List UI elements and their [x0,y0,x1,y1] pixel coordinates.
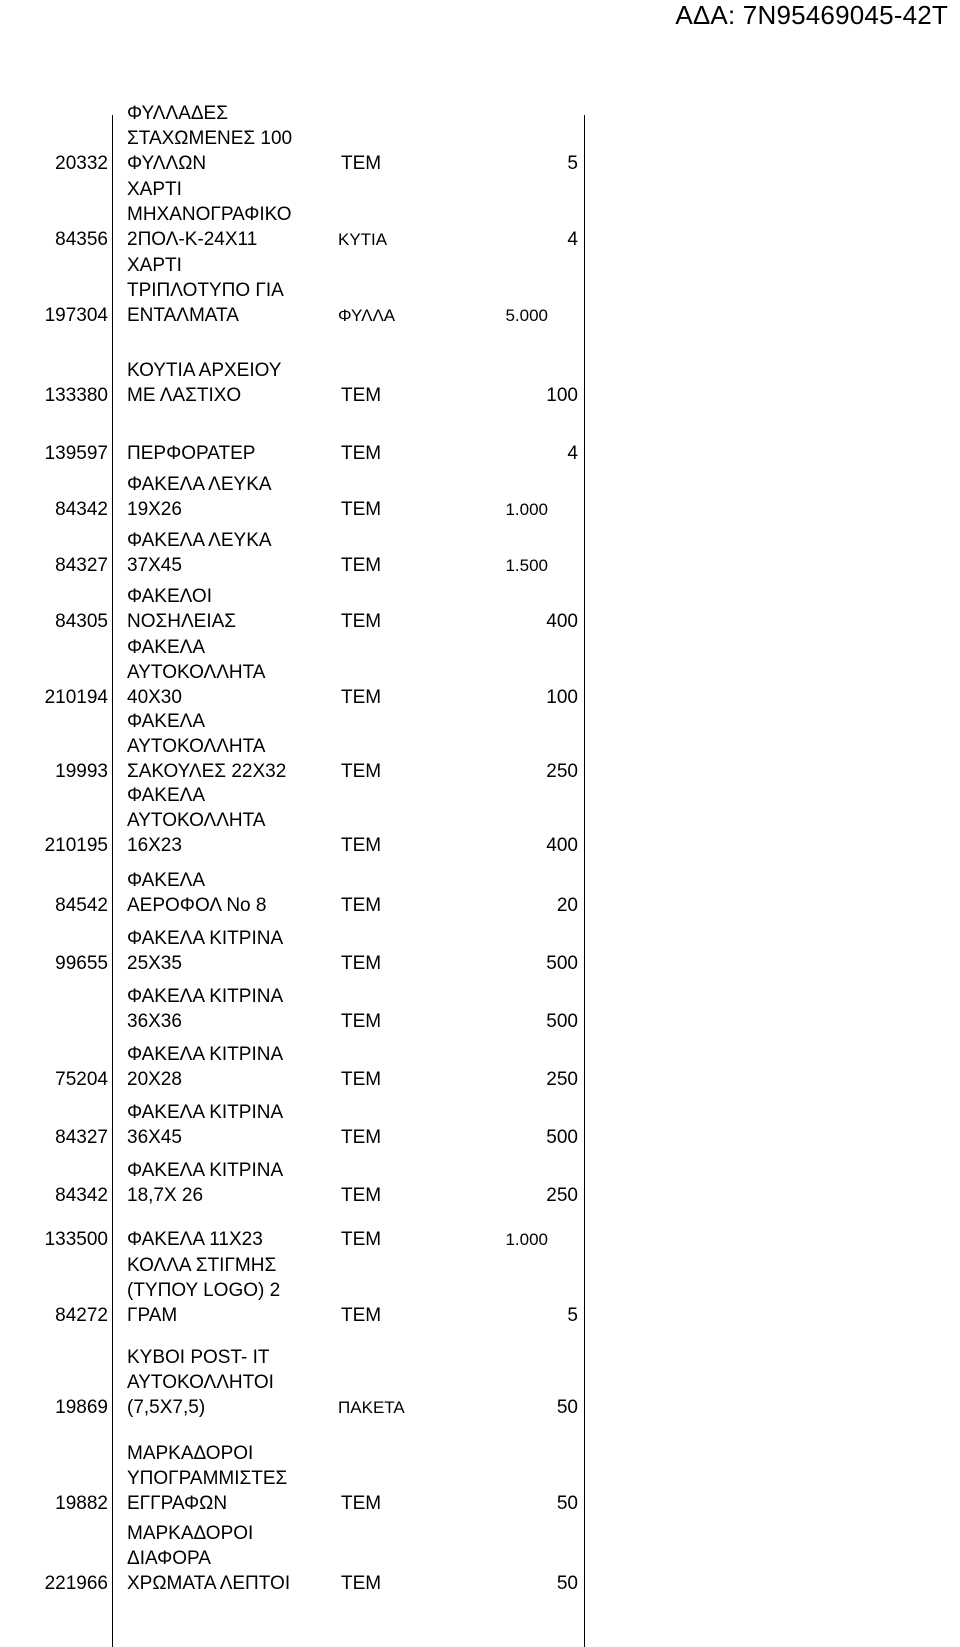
item-code: 75204 [55,1069,108,1090]
table-row [0,1518,584,1598]
item-quantity: 50 [556,1573,578,1594]
item-code: 84542 [55,895,108,916]
item-code: 133500 [44,1229,108,1250]
item-description-line: ΚΟΛΛΑ ΣΤΙΓΜΗΣ [127,1255,277,1276]
item-quantity: 5 [567,1305,578,1326]
item-description-line: 40Χ30 [127,687,182,708]
item-description-line: ΦΑΚΕΛΑ ΚΙΤΡΙΝΑ [127,1160,284,1181]
item-quantity: 5 [567,153,578,174]
item-description-line: ΦΑΚΕΛΑ ΛΕΥΚΑ [127,474,272,495]
item-code: 197304 [44,305,108,326]
item-description-line: ΧΡΩΜΑΤΑ ΛΕΠΤΟΙ [127,1573,291,1594]
column-divider-right [584,115,585,1647]
item-description [108,1253,316,1328]
item-unit: ΤΕΜ [341,953,382,974]
item-quantity: 1.000 [505,500,548,519]
item-unit: ΠΑΚΕΤΑ [338,1398,405,1417]
item-description-line: 36Χ36 [127,1011,182,1032]
item-description-line: 25Χ35 [127,953,182,974]
item-description [108,783,316,858]
table-row [0,580,584,636]
item-quantity: 500 [546,953,578,974]
item-quantity: 1.500 [505,556,548,575]
item-quantity: 400 [546,611,578,632]
item-description [108,441,316,466]
item-description [108,1441,316,1516]
item-unit: ΤΕΜ [341,555,382,576]
table-row [0,1094,584,1152]
item-description-line: ΣΤΑΧΩΜΕΝΕΣ 100 [127,128,293,149]
item-description-line: 37Χ45 [127,555,182,576]
item-description-line: ΔΙΑΦΟΡΑ [127,1548,211,1569]
table-row [0,1422,584,1518]
item-description [108,1521,316,1596]
item-code: 84327 [55,1127,108,1148]
table-row [0,920,584,978]
item-unit: ΤΕΜ [341,835,382,856]
item-code: 210194 [44,687,108,708]
item-description-line: ΦΑΚΕΛΑ [127,870,205,891]
item-description [108,358,316,408]
item-code: 19869 [55,1397,108,1418]
item-description [108,1042,316,1092]
item-unit: ΤΕΜ [341,153,382,174]
item-description-line: ΦΥΛΛΩΝ [127,153,207,174]
table-row [0,636,584,712]
item-quantity: 250 [546,1069,578,1090]
item-description-line: ΑΕΡΟΦΟΛ Νο 8 [127,895,267,916]
item-code: 139597 [44,443,108,464]
item-description [108,1227,316,1252]
item-unit: ΤΕΜ [341,687,382,708]
item-code: 19882 [55,1493,108,1514]
item-description-line: ΣΑΚΟΥΛΕΣ 22Χ32 [127,761,287,782]
item-description-line: ΓΡΑΜ [127,1305,178,1326]
item-unit: ΚΥΤΙΑ [338,230,388,249]
item-description-line: ΚΟΥΤΙΑ ΑΡΧΕΙΟΥ [127,360,282,381]
item-description-line: 18,7Χ 26 [127,1185,204,1206]
item-description-line: (7,5Χ7,5) [127,1397,206,1418]
item-description [108,584,316,634]
item-quantity: 250 [546,1185,578,1206]
items-table [0,103,584,1598]
item-description-line: ΦΑΚΕΛΑ 11Χ23 [127,1229,263,1250]
item-description-line: 36Χ45 [127,1127,182,1148]
item-description [108,472,316,522]
item-description [108,1100,316,1150]
item-description-line: ΜΑΡΚΑΔΟΡΟΙ [127,1523,254,1544]
item-description [108,635,316,710]
item-description [108,1345,316,1420]
item-description-line: ΜΕ ΛΑΣΤΙΧΟ [127,385,242,406]
item-code: 84342 [55,1185,108,1206]
item-quantity: 4 [567,443,578,464]
item-description-line: ΤΡΙΠΛΟΤΥΠΟ ΓΙΑ [127,280,284,301]
item-description-line: ΦΑΚΕΛΑ [127,711,205,732]
item-unit: ΤΕΜ [341,1011,382,1032]
table-row [0,1152,584,1210]
item-unit: ΤΕΜ [341,499,382,520]
item-description-line: 16Χ23 [127,835,182,856]
ada-code: ΑΔΑ: 7Ν95469045-42Τ [675,0,948,30]
item-description-line: ΦΑΚΕΛΑ ΚΙΤΡΙΝΑ [127,986,284,1007]
item-description-line: ΧΑΡΤΙ [127,179,182,200]
item-description [108,177,316,252]
item-description [108,101,316,176]
item-quantity: 100 [546,687,578,708]
item-code: 20332 [55,153,108,174]
item-quantity: 400 [546,835,578,856]
item-description-line: ΑΥΤΟΚΟΛΛΗΤΑ [127,736,266,757]
table-row [0,103,584,178]
item-unit: ΤΕΜ [341,761,382,782]
item-description-line: ΦΑΚΕΛΟΙ [127,586,212,607]
item-quantity: 4 [567,229,578,250]
item-description-line: (ΤΥΠΟΥ LOGO) 2 [127,1280,281,1301]
item-quantity: 250 [546,761,578,782]
table-row [0,1210,584,1254]
item-description [108,1158,316,1208]
item-description [108,528,316,578]
item-description-line: ΝΟΣΗΛΕΙΑΣ [127,611,237,632]
item-unit: ΤΕΜ [341,1305,382,1326]
table-row [0,330,584,410]
item-unit: ΤΕΜ [341,1185,382,1206]
item-quantity: 50 [556,1493,578,1514]
item-description [108,868,316,918]
item-code: 84342 [55,499,108,520]
item-description [108,253,316,328]
item-description-line: ΦΥΛΛΑΔΕΣ [127,103,228,124]
item-description [108,926,316,976]
item-unit: ΤΕΜ [341,443,382,464]
item-description-line: 20Χ28 [127,1069,182,1090]
item-description-line: ΑΥΤΟΚΟΛΛΗΤΟΙ [127,1372,274,1393]
item-quantity: 500 [546,1127,578,1148]
item-description [108,709,316,784]
item-code: 84327 [55,555,108,576]
table-row [0,254,584,330]
item-description-line: ΚΥΒΟΙ POST- IT [127,1347,270,1368]
item-description-line: 19Χ26 [127,499,182,520]
table-row [0,712,584,786]
item-unit: ΤΕΜ [341,1127,382,1148]
table-row [0,1330,584,1422]
item-description-line: ΦΑΚΕΛΑ ΚΙΤΡΙΝΑ [127,1044,284,1065]
item-description-line: ΦΑΚΕΛΑ [127,785,205,806]
item-quantity: 50 [556,1397,578,1418]
item-description-line: ΑΥΤΟΚΟΛΛΗΤΑ [127,662,266,683]
table-row [0,860,584,920]
item-description-line: ΦΑΚΕΛΑ ΚΙΤΡΙΝΑ [127,1102,284,1123]
item-description-line: ΜΗΧΑΝΟΓΡΑΦΙΚΟ [127,204,292,225]
table-row [0,178,584,254]
table-row [0,410,584,468]
item-quantity: 100 [546,385,578,406]
item-description-line: ΥΠΟΓΡΑΜΜΙΣΤΕΣ [127,1468,288,1489]
item-unit: ΤΕΜ [341,895,382,916]
item-description-line: ΦΑΚΕΛΑ ΛΕΥΚΑ [127,530,272,551]
item-code: 221966 [44,1573,108,1594]
item-description-line: ΕΝΤΑΛΜΑΤΑ [127,305,239,326]
item-code: 19993 [55,761,108,782]
item-code: 210195 [44,835,108,856]
item-code: 84305 [55,611,108,632]
item-quantity: 500 [546,1011,578,1032]
item-description-line: ΦΑΚΕΛΑ [127,637,205,658]
item-code: 133380 [44,385,108,406]
table-row [0,524,584,580]
table-row [0,468,584,524]
item-unit: ΤΕΜ [341,1229,382,1250]
item-unit: ΤΕΜ [341,1493,382,1514]
table-row [0,1254,584,1330]
table-row [0,786,584,860]
item-description-line: ΠΕΡΦΟΡΑΤΕΡ [127,443,256,464]
item-description-line: ΦΑΚΕΛΑ ΚΙΤΡΙΝΑ [127,928,284,949]
item-code: 84272 [55,1305,108,1326]
table-row [0,1036,584,1094]
item-description-line: ΑΥΤΟΚΟΛΛΗΤΑ [127,810,266,831]
item-unit: ΤΕΜ [341,1069,382,1090]
item-code: 84356 [55,229,108,250]
item-unit: ΤΕΜ [341,385,382,406]
item-quantity: 20 [556,895,578,916]
item-description-line: 2ΠΟΛ-Κ-24Χ11 [127,229,258,250]
table-row [0,978,584,1036]
item-description-line: ΕΓΓΡΑΦΩΝ [127,1493,228,1514]
item-description-line: ΧΑΡΤΙ [127,255,182,276]
item-quantity: 1.000 [505,1230,548,1249]
item-unit: ΤΕΜ [341,611,382,632]
item-quantity: 5.000 [505,306,548,325]
item-unit: ΤΕΜ [341,1573,382,1594]
item-unit: ΦΥΛΛΑ [338,306,396,325]
item-description-line: ΜΑΡΚΑΔΟΡΟΙ [127,1443,254,1464]
item-description [108,984,316,1034]
item-code: 99655 [55,953,108,974]
